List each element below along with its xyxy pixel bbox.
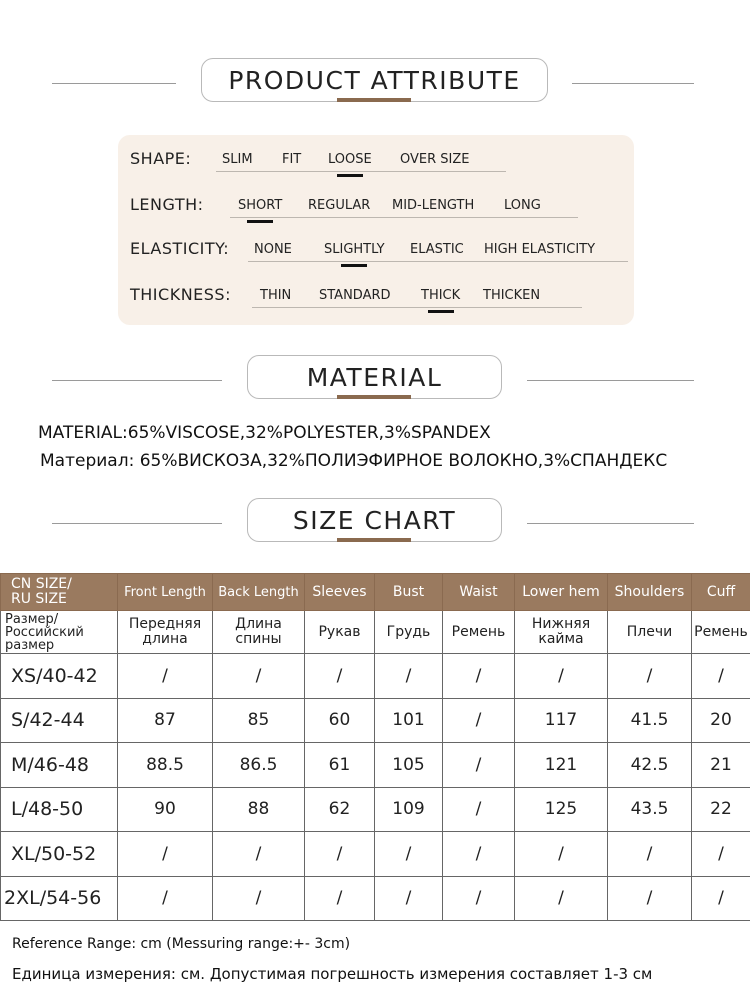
header-cell-ru: Грудь — [375, 611, 443, 654]
attr-label: LENGTH: — [130, 195, 204, 214]
value-cell: 22 — [692, 787, 750, 832]
footer-reference-en: Reference Range: cm (Messuring range:+- 3cm) — [12, 936, 351, 952]
table-row — [1, 876, 750, 921]
value-cell: / — [443, 743, 515, 788]
value-cell: 85 — [213, 698, 305, 743]
size-cell: XL/50-52 — [1, 832, 118, 877]
table-row — [1, 654, 750, 699]
attr-label: THICKNESS: — [130, 285, 231, 304]
value-cell: / — [213, 654, 305, 699]
attribute-panel — [118, 135, 634, 325]
size-chart-heading — [0, 498, 750, 548]
footer-reference-ru: Единица измерения: см. Допустимая погрешность измерения составляет 1-3 см — [12, 965, 653, 983]
size-cell: L/48-50 — [1, 787, 118, 832]
material-title: MATERIAL — [247, 355, 502, 399]
value-cell: 62 — [305, 787, 375, 832]
table-row — [1, 787, 750, 832]
attr-label: ELASTICITY: — [130, 239, 230, 258]
header-cell: Sleeves — [305, 574, 375, 611]
title-accent-bar — [337, 538, 411, 542]
attr-option-selected: SLIGHTLY — [324, 242, 385, 257]
value-cell: 125 — [515, 787, 608, 832]
title-accent-bar — [337, 395, 411, 399]
value-cell: / — [118, 654, 213, 699]
title-accent-bar — [337, 98, 411, 102]
header-cell-ru: Плечи — [608, 611, 692, 654]
value-cell: / — [515, 876, 608, 921]
selected-mark — [337, 174, 363, 177]
header-cell: Waist — [443, 574, 515, 611]
header-cell: Lower hem — [515, 574, 608, 611]
value-cell: / — [443, 654, 515, 699]
value-cell: / — [692, 876, 750, 921]
value-cell: 43.5 — [608, 787, 692, 832]
header-cell-ru: Ремень — [443, 611, 515, 654]
attr-option-selected: SHORT — [238, 198, 282, 213]
value-cell: 117 — [515, 698, 608, 743]
header-row-ru — [1, 611, 750, 654]
header-cell: CN SIZE/ RU SIZE — [1, 574, 118, 611]
value-cell: 88 — [213, 787, 305, 832]
attr-option: SLIM — [222, 152, 253, 167]
header-cell: Bust — [375, 574, 443, 611]
value-cell: / — [692, 832, 750, 877]
header-cell: Front Length — [118, 574, 213, 611]
attr-option: HIGH ELASTICITY — [484, 242, 596, 257]
value-cell: / — [692, 654, 750, 699]
attr-label: SHAPE: — [130, 149, 192, 168]
value-cell: 20 — [692, 698, 750, 743]
table-row — [1, 832, 750, 877]
value-cell: 61 — [305, 743, 375, 788]
value-cell: / — [305, 876, 375, 921]
value-cell: / — [608, 876, 692, 921]
selected-mark — [428, 310, 454, 313]
value-cell: 86.5 — [213, 743, 305, 788]
value-cell: 87 — [118, 698, 213, 743]
header-cell-ru: Ремень — [692, 611, 750, 654]
attr-option: STANDARD — [319, 288, 391, 303]
value-cell: 21 — [692, 743, 750, 788]
size-cell: M/46-48 — [1, 743, 118, 788]
header-cell-ru: Рукав — [305, 611, 375, 654]
value-cell: / — [443, 787, 515, 832]
size-cell: XS/40-42 — [1, 654, 118, 699]
header-cell-ru: Длина спины — [213, 611, 305, 654]
value-cell: / — [443, 876, 515, 921]
value-cell: / — [213, 876, 305, 921]
value-cell: / — [118, 876, 213, 921]
attr-underline — [248, 261, 628, 262]
value-cell: / — [608, 654, 692, 699]
divider-right — [527, 523, 694, 524]
selected-mark — [341, 264, 367, 267]
product-attribute-heading — [0, 58, 750, 108]
value-cell: / — [515, 832, 608, 877]
size-cell: 2XL/54-56 — [1, 876, 118, 921]
value-cell: 60 — [305, 698, 375, 743]
value-cell: 88.5 — [118, 743, 213, 788]
value-cell: 42.5 — [608, 743, 692, 788]
header-cell: Shoulders — [608, 574, 692, 611]
divider-left — [52, 523, 222, 524]
size-table — [0, 573, 750, 921]
value-cell: / — [515, 654, 608, 699]
value-cell: 109 — [375, 787, 443, 832]
value-cell: / — [305, 654, 375, 699]
value-cell: / — [375, 876, 443, 921]
material-en: MATERIAL:65%VISCOSE,32%POLYESTER,3%SPANDEX — [38, 423, 491, 443]
attr-option-selected: THICK — [421, 288, 460, 303]
attr-underline — [216, 171, 506, 172]
value-cell: / — [443, 832, 515, 877]
attr-option: ELASTIC — [410, 242, 464, 257]
value-cell: / — [608, 832, 692, 877]
header-cell: Back Length — [213, 574, 305, 611]
header-row-en — [1, 574, 750, 611]
value-cell: / — [213, 832, 305, 877]
value-cell: 105 — [375, 743, 443, 788]
value-cell: 41.5 — [608, 698, 692, 743]
attr-option: REGULAR — [308, 198, 371, 213]
attr-underline — [252, 307, 582, 308]
size-cell: S/42-44 — [1, 698, 118, 743]
attr-option: MID-LENGTH — [392, 198, 475, 213]
attr-option: OVER SIZE — [400, 152, 470, 167]
material-ru: Материал: 65%ВИСКОЗА,32%ПОЛИЭФИРНОЕ ВОЛОКНО,3%СПАНДЕКС — [40, 451, 668, 471]
value-cell: 90 — [118, 787, 213, 832]
header-cell-ru: Передняя длина — [118, 611, 213, 654]
attr-option: NONE — [254, 242, 292, 257]
header-cell-ru: Нижняя кайма — [515, 611, 608, 654]
material-heading — [0, 355, 750, 405]
divider-right — [572, 83, 694, 84]
divider-left — [52, 380, 222, 381]
attr-option: FIT — [282, 152, 302, 167]
value-cell: / — [443, 698, 515, 743]
selected-mark — [247, 220, 273, 223]
table-row — [1, 743, 750, 788]
attr-option: LONG — [504, 198, 541, 213]
value-cell: / — [305, 832, 375, 877]
table-row — [1, 698, 750, 743]
product-attribute-title: PRODUCT ATTRIBUTE — [201, 58, 548, 102]
header-cell-ru: Размер/ Российский размер — [1, 611, 118, 654]
divider-right — [527, 380, 694, 381]
value-cell: / — [375, 654, 443, 699]
value-cell: 121 — [515, 743, 608, 788]
size-chart-title: SIZE CHART — [247, 498, 502, 542]
divider-left — [52, 83, 176, 84]
value-cell: 101 — [375, 698, 443, 743]
attr-option-selected: LOOSE — [328, 152, 372, 167]
header-cell: Cuff — [692, 574, 750, 611]
attr-option: THIN — [260, 288, 292, 303]
attr-underline — [230, 217, 578, 218]
attr-option: THICKEN — [483, 288, 541, 303]
value-cell: / — [118, 832, 213, 877]
value-cell: / — [375, 832, 443, 877]
